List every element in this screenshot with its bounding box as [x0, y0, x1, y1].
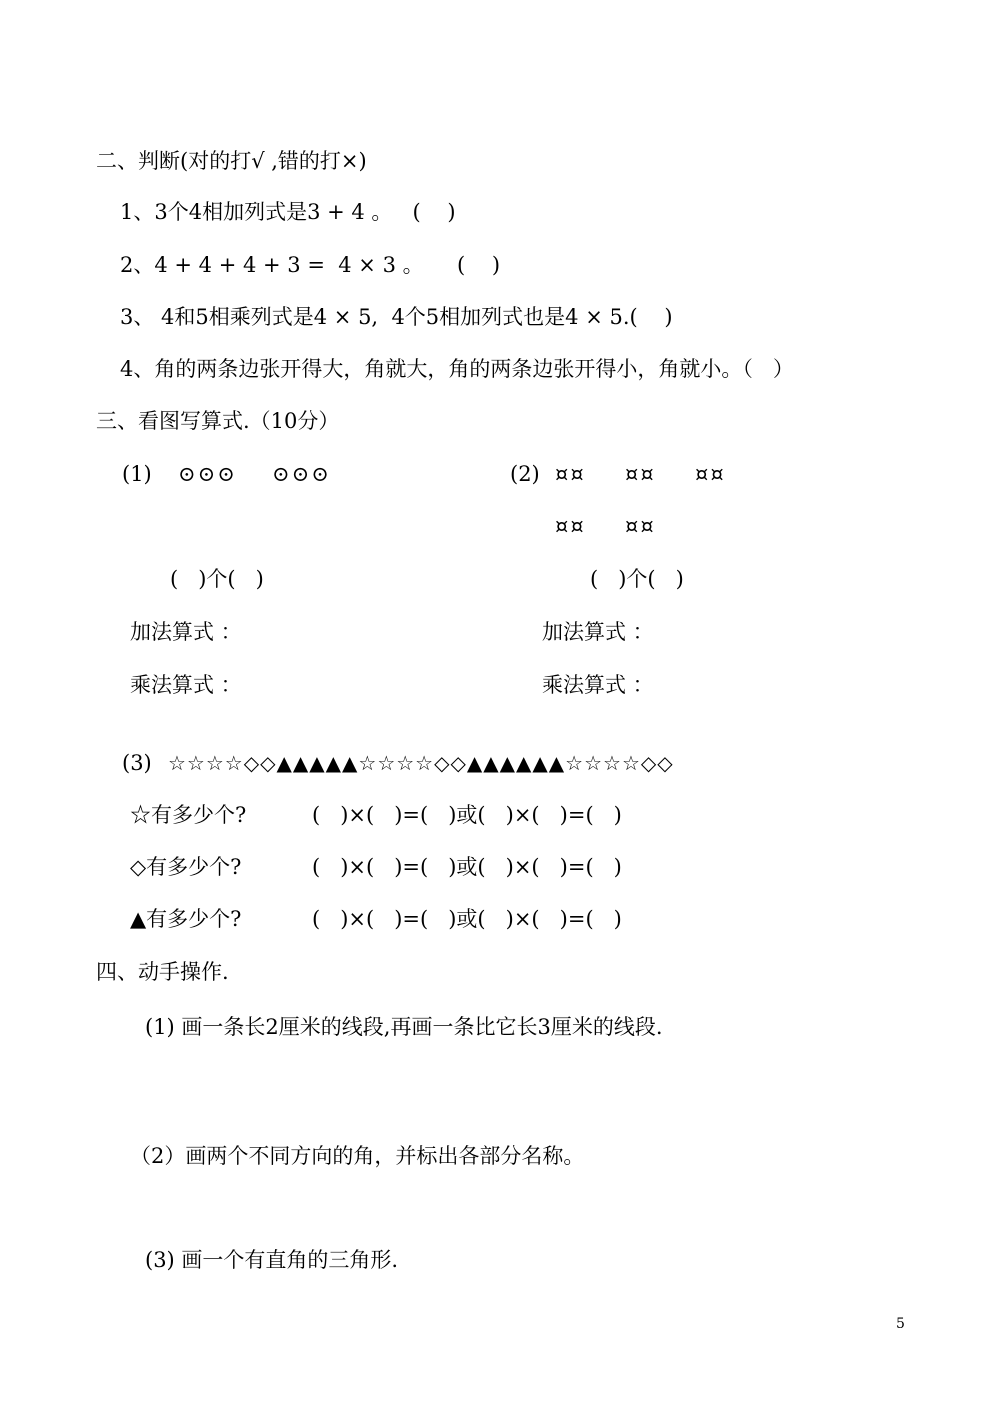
- judgment-item-4: 4、角的两条边张开得大，角就大，角的两条边张开得小，角就小。（ ）: [120, 357, 794, 381]
- q3-triangle-question: ▲有多少个?: [130, 907, 242, 931]
- q3-shape-sequence: ☆☆☆☆◇◇▲▲▲▲▲☆☆☆☆◇◇▲▲▲▲▲▲☆☆☆☆◇◇: [168, 751, 674, 775]
- q2-pair-2: ¤¤: [625, 462, 656, 486]
- q2-count-blank: ( )个( ): [590, 567, 684, 591]
- task-item-3: (3) 画一个有直角的三角形.: [145, 1248, 399, 1272]
- q2-multiplication-label: 乘法算式 ：: [542, 673, 654, 697]
- q2-pair-4: ¤¤: [555, 514, 586, 538]
- q1-addition-label: 加法算式 ：: [130, 620, 242, 644]
- q3-number: (3): [122, 751, 152, 775]
- q1-circle-group-1: ⊙⊙⊙: [178, 462, 237, 486]
- section2-heading: 二、判断(对的打√ ,错的打×): [96, 149, 367, 173]
- q1-count-blank: ( )个( ): [170, 567, 264, 591]
- task-item-2: （2）画两个不同方向的角，并标出各部分名称。: [130, 1144, 585, 1168]
- q2-pair-5: ¤¤: [625, 514, 656, 538]
- q3-diamond-question: ◇有多少个?: [130, 855, 242, 879]
- judgment-item-1: 1、3个4相加列式是3 + 4 。 ( ): [120, 200, 456, 224]
- q2-addition-label: 加法算式 ：: [542, 620, 654, 644]
- judgment-item-2: 2、4 + 4 + 4 + 3 = 4 × 3 。 ( ): [120, 253, 501, 277]
- q2-pair-3: ¤¤: [695, 462, 726, 486]
- task-item-1: (1) 画一条长2厘米的线段,再画一条比它长3厘米的线段.: [145, 1015, 663, 1039]
- q3-triangle-formula: ( )×( )=( )或( )×( )=( ): [312, 907, 622, 931]
- q1-multiplication-label: 乘法算式 ：: [130, 673, 242, 697]
- section4-heading: 四、动手操作.: [96, 960, 229, 984]
- q1-number: (1): [122, 462, 152, 486]
- page-number: 5: [896, 1316, 905, 1332]
- q3-diamond-formula: ( )×( )=( )或( )×( )=( ): [312, 855, 622, 879]
- section3-heading: 三、看图写算式.（10分）: [96, 409, 340, 433]
- q2-pair-1: ¤¤: [555, 462, 586, 486]
- q3-star-question: ☆有多少个?: [130, 803, 247, 827]
- q1-circle-group-2: ⊙⊙⊙: [272, 462, 331, 486]
- judgment-item-3: 3、 4和5相乘列式是4 × 5, 4个5相加列式也是4 × 5.( ): [120, 305, 673, 329]
- q3-star-formula: ( )×( )=( )或( )×( )=( ): [312, 803, 622, 827]
- q2-number: (2): [510, 462, 540, 486]
